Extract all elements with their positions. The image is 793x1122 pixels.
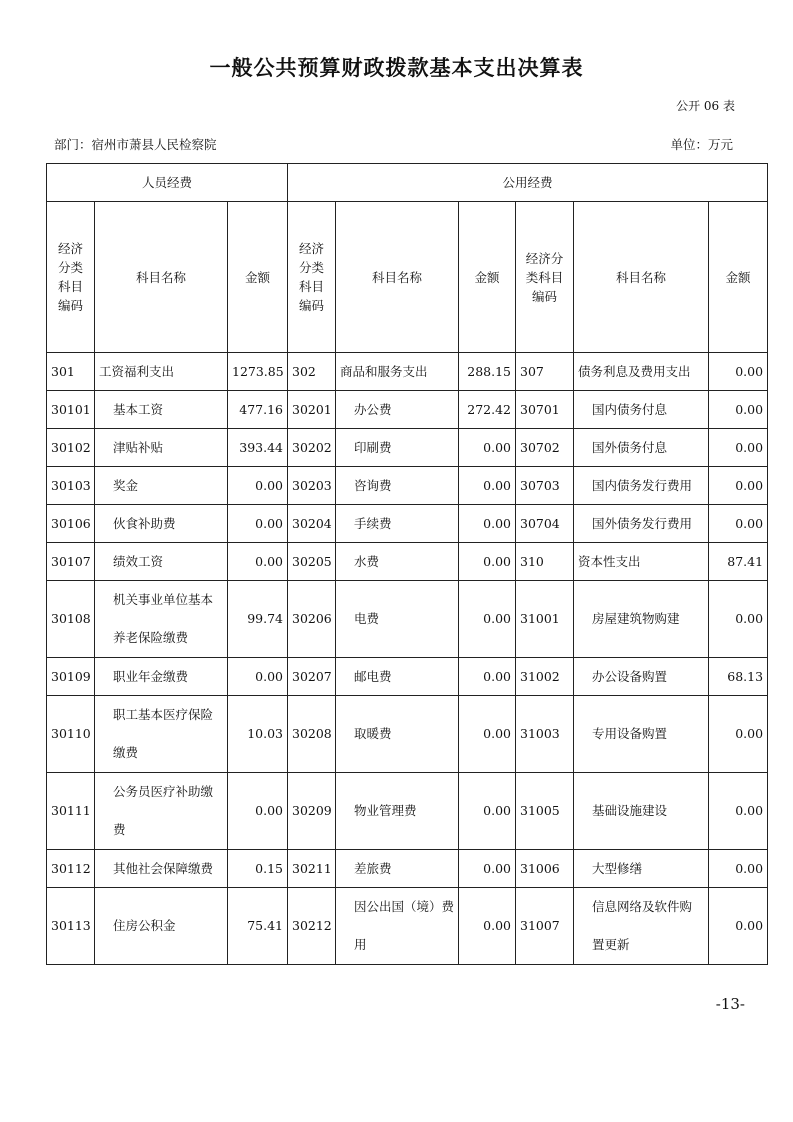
cell-amount: 0.00 bbox=[709, 773, 768, 850]
cell-amount: 0.00 bbox=[459, 429, 516, 467]
cell-name: 公务员医疗补助缴费 bbox=[95, 773, 228, 850]
cell-amount: 0.00 bbox=[459, 888, 516, 965]
cell-amount: 477.16 bbox=[228, 391, 288, 429]
cell-name: 物业管理费 bbox=[336, 773, 459, 850]
expenditure-table bbox=[46, 163, 768, 965]
col-header-amount: 金额 bbox=[459, 202, 516, 353]
cell-amount: 0.00 bbox=[459, 467, 516, 505]
cell-name: 邮电费 bbox=[336, 658, 459, 696]
cell-amount: 68.13 bbox=[709, 658, 768, 696]
cell-name: 国外债务付息 bbox=[574, 429, 709, 467]
cell-amount: 0.00 bbox=[459, 543, 516, 581]
cell-code: 31001 bbox=[516, 581, 574, 658]
unit-label: 单位：万元 bbox=[670, 137, 733, 152]
cell-name: 印刷费 bbox=[336, 429, 459, 467]
cell-code: 30703 bbox=[516, 467, 574, 505]
cell-name: 国内债务发行费用 bbox=[574, 467, 709, 505]
table-row bbox=[47, 353, 768, 391]
cell-code: 30107 bbox=[47, 543, 95, 581]
cell-code: 302 bbox=[288, 353, 336, 391]
cell-name: 信息网络及软件购置更新 bbox=[574, 888, 709, 965]
cell-code: 30102 bbox=[47, 429, 95, 467]
cell-name: 办公费 bbox=[336, 391, 459, 429]
cell-name: 国外债务发行费用 bbox=[574, 505, 709, 543]
cell-code: 31005 bbox=[516, 773, 574, 850]
col-header-code: 经济分类科目编码 bbox=[288, 202, 336, 353]
cell-code: 30201 bbox=[288, 391, 336, 429]
cell-name: 资本性支出 bbox=[574, 543, 709, 581]
cell-code: 30211 bbox=[288, 850, 336, 888]
cell-name: 差旅费 bbox=[336, 850, 459, 888]
cell-name: 奖金 bbox=[95, 467, 228, 505]
cell-name: 基础设施建设 bbox=[574, 773, 709, 850]
table-row bbox=[47, 696, 768, 773]
group-header-public: 公用经费 bbox=[288, 164, 768, 202]
cell-amount: 0.00 bbox=[709, 888, 768, 965]
cell-code: 30112 bbox=[47, 850, 95, 888]
cell-name: 绩效工资 bbox=[95, 543, 228, 581]
cell-amount: 0.00 bbox=[459, 850, 516, 888]
table-row bbox=[47, 505, 768, 543]
cell-amount: 99.74 bbox=[228, 581, 288, 658]
cell-amount: 0.00 bbox=[709, 391, 768, 429]
cell-name: 商品和服务支出 bbox=[336, 353, 459, 391]
cell-amount: 0.00 bbox=[459, 773, 516, 850]
cell-amount: 272.42 bbox=[459, 391, 516, 429]
cell-name: 房屋建筑物购建 bbox=[574, 581, 709, 658]
cell-amount: 0.00 bbox=[709, 505, 768, 543]
cell-code: 310 bbox=[516, 543, 574, 581]
cell-code: 30203 bbox=[288, 467, 336, 505]
cell-name: 水费 bbox=[336, 543, 459, 581]
cell-code: 31006 bbox=[516, 850, 574, 888]
cell-name: 职工基本医疗保险缴费 bbox=[95, 696, 228, 773]
cell-code: 301 bbox=[47, 353, 95, 391]
col-header-name: 科目名称 bbox=[95, 202, 228, 353]
cell-amount: 0.00 bbox=[709, 696, 768, 773]
cell-code: 30110 bbox=[47, 696, 95, 773]
table-row bbox=[47, 391, 768, 429]
cell-code: 30209 bbox=[288, 773, 336, 850]
cell-amount: 0.00 bbox=[709, 850, 768, 888]
table-row bbox=[47, 543, 768, 581]
table-row bbox=[47, 773, 768, 850]
cell-code: 31002 bbox=[516, 658, 574, 696]
cell-code: 30702 bbox=[516, 429, 574, 467]
cell-code: 30206 bbox=[288, 581, 336, 658]
cell-name: 津贴补贴 bbox=[95, 429, 228, 467]
cell-code: 30202 bbox=[288, 429, 336, 467]
table-row bbox=[47, 850, 768, 888]
cell-code: 30208 bbox=[288, 696, 336, 773]
cell-name: 取暖费 bbox=[336, 696, 459, 773]
cell-amount: 0.15 bbox=[228, 850, 288, 888]
cell-code: 30113 bbox=[47, 888, 95, 965]
cell-amount: 1273.85 bbox=[228, 353, 288, 391]
cell-name: 工资福利支出 bbox=[95, 353, 228, 391]
cell-amount: 0.00 bbox=[709, 353, 768, 391]
cell-name: 债务利息及费用支出 bbox=[574, 353, 709, 391]
cell-code: 30212 bbox=[288, 888, 336, 965]
cell-amount: 0.00 bbox=[228, 505, 288, 543]
cell-name: 伙食补助费 bbox=[95, 505, 228, 543]
cell-name: 咨询费 bbox=[336, 467, 459, 505]
cell-amount: 0.00 bbox=[228, 467, 288, 505]
cell-name: 职业年金缴费 bbox=[95, 658, 228, 696]
cell-name: 办公设备购置 bbox=[574, 658, 709, 696]
cell-amount: 0.00 bbox=[459, 581, 516, 658]
cell-code: 30111 bbox=[47, 773, 95, 850]
table-row bbox=[47, 467, 768, 505]
cell-name: 机关事业单位基本养老保险缴费 bbox=[95, 581, 228, 658]
cell-amount: 0.00 bbox=[709, 581, 768, 658]
page-number: -13- bbox=[715, 995, 745, 1013]
cell-amount: 87.41 bbox=[709, 543, 768, 581]
col-header-amount: 金额 bbox=[709, 202, 768, 353]
cell-amount: 288.15 bbox=[459, 353, 516, 391]
cell-name: 住房公积金 bbox=[95, 888, 228, 965]
col-header-name: 科目名称 bbox=[574, 202, 709, 353]
cell-amount: 0.00 bbox=[228, 543, 288, 581]
table-row bbox=[47, 581, 768, 658]
cell-code: 30207 bbox=[288, 658, 336, 696]
cell-name: 因公出国（境）费用 bbox=[336, 888, 459, 965]
cell-name: 专用设备购置 bbox=[574, 696, 709, 773]
table-row bbox=[47, 658, 768, 696]
cell-code: 30106 bbox=[47, 505, 95, 543]
cell-code: 30205 bbox=[288, 543, 336, 581]
cell-amount: 0.00 bbox=[228, 658, 288, 696]
department-label: 部门：宿州市萧县人民检察院 bbox=[54, 137, 217, 152]
cell-code: 31003 bbox=[516, 696, 574, 773]
cell-code: 31007 bbox=[516, 888, 574, 965]
cell-code: 30101 bbox=[47, 391, 95, 429]
cell-name: 其他社会保障缴费 bbox=[95, 850, 228, 888]
cell-code: 30204 bbox=[288, 505, 336, 543]
cell-code: 307 bbox=[516, 353, 574, 391]
table-row bbox=[47, 888, 768, 965]
cell-name: 大型修缮 bbox=[574, 850, 709, 888]
cell-code: 30704 bbox=[516, 505, 574, 543]
cell-amount: 75.41 bbox=[228, 888, 288, 965]
cell-amount: 0.00 bbox=[228, 773, 288, 850]
cell-code: 30109 bbox=[47, 658, 95, 696]
col-header-code: 经济分类科目编码 bbox=[516, 202, 574, 353]
cell-amount: 10.03 bbox=[228, 696, 288, 773]
page-title: 一般公共预算财政拨款基本支出决算表 bbox=[209, 56, 584, 80]
cell-amount: 0.00 bbox=[459, 696, 516, 773]
cell-name: 电费 bbox=[336, 581, 459, 658]
cell-amount: 0.00 bbox=[709, 467, 768, 505]
cell-amount: 0.00 bbox=[709, 429, 768, 467]
col-header-amount: 金额 bbox=[228, 202, 288, 353]
cell-name: 基本工资 bbox=[95, 391, 228, 429]
cell-code: 30108 bbox=[47, 581, 95, 658]
cell-amount: 0.00 bbox=[459, 658, 516, 696]
cell-amount: 393.44 bbox=[228, 429, 288, 467]
cell-amount: 0.00 bbox=[459, 505, 516, 543]
form-number: 公开 06 表 bbox=[676, 99, 735, 113]
group-header-personnel: 人员经费 bbox=[47, 164, 288, 202]
col-header-name: 科目名称 bbox=[336, 202, 459, 353]
table-row bbox=[47, 429, 768, 467]
cell-code: 30103 bbox=[47, 467, 95, 505]
cell-name: 国内债务付息 bbox=[574, 391, 709, 429]
cell-code: 30701 bbox=[516, 391, 574, 429]
cell-name: 手续费 bbox=[336, 505, 459, 543]
col-header-code: 经济分类科目编码 bbox=[47, 202, 95, 353]
